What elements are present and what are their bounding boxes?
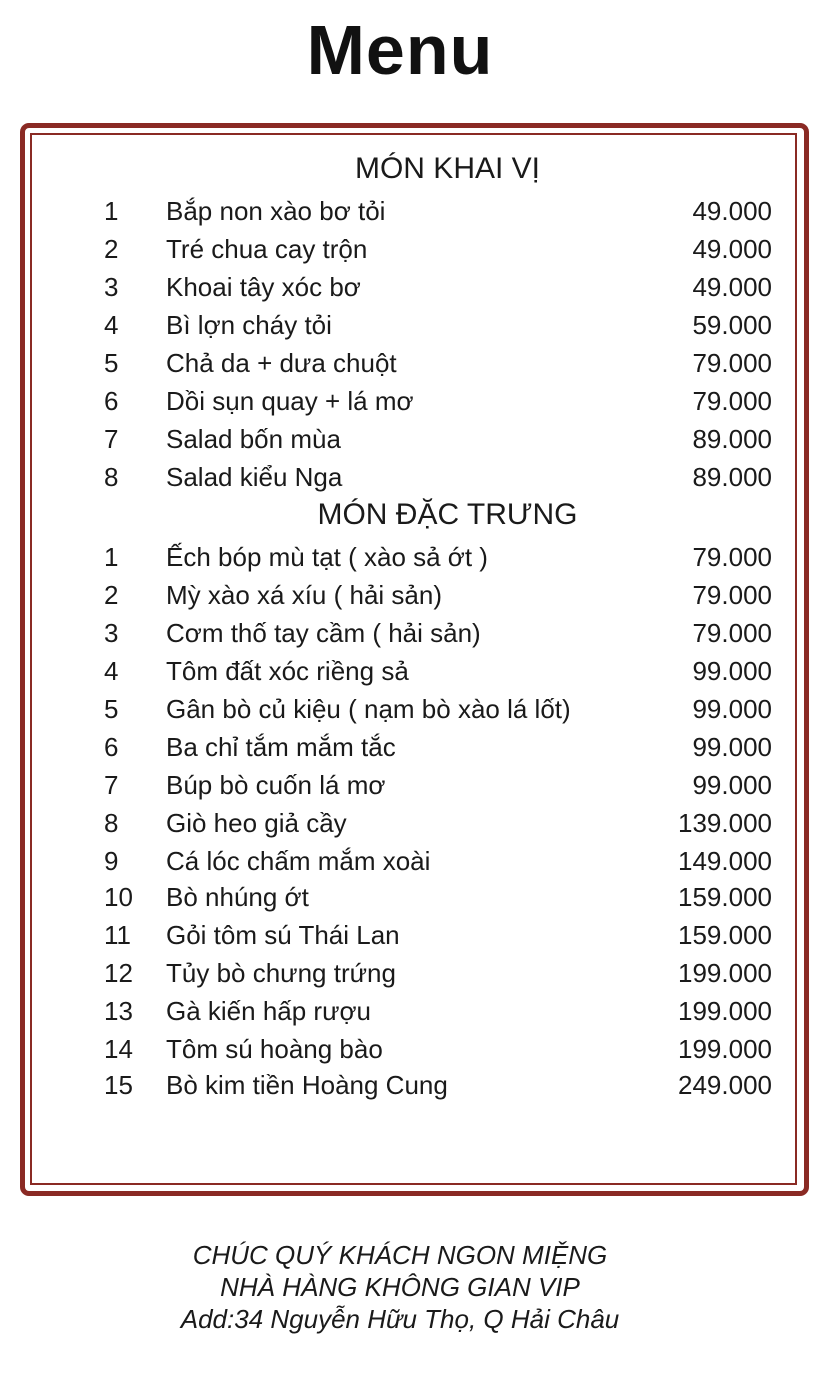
item-number: 14 bbox=[104, 1034, 133, 1064]
item-name: Mỳ xào xá xíu ( hải sản) bbox=[166, 580, 442, 610]
item-number: 1 bbox=[104, 196, 119, 226]
menu-item bbox=[0, 1030, 836, 1068]
menu-item bbox=[0, 652, 836, 690]
menu-item bbox=[0, 766, 836, 804]
item-price: 99.000 bbox=[692, 656, 772, 686]
menu-item bbox=[0, 344, 836, 382]
item-number: 6 bbox=[104, 732, 119, 762]
item-name: Gân bò củ kiệu ( nạm bò xào lá lốt) bbox=[166, 694, 571, 724]
item-name: Búp bò cuốn lá mơ bbox=[166, 770, 386, 800]
footer-greeting: CHÚC QUÝ KHÁCH NGON MIỆNG bbox=[192, 1240, 608, 1270]
item-name: Salad kiểu Nga bbox=[166, 462, 343, 492]
item-number: 4 bbox=[104, 310, 119, 340]
item-number: 13 bbox=[104, 996, 133, 1026]
menu-item bbox=[0, 382, 836, 420]
item-number: 6 bbox=[104, 386, 119, 416]
item-name: Ba chỉ tắm mắm tắc bbox=[166, 732, 396, 762]
menu-item bbox=[0, 230, 836, 268]
footer-address: Add:34 Nguyễn Hữu Thọ, Q Hải Châu bbox=[180, 1304, 620, 1334]
item-name: Bò kim tiền Hoàng Cung bbox=[166, 1070, 448, 1100]
item-price: 199.000 bbox=[678, 958, 772, 988]
item-number: 15 bbox=[104, 1070, 133, 1100]
menu-item bbox=[0, 538, 836, 576]
item-number: 11 bbox=[104, 920, 131, 950]
menu-item bbox=[0, 192, 836, 230]
item-number: 9 bbox=[104, 846, 119, 876]
menu-item bbox=[0, 1066, 836, 1104]
item-price: 49.000 bbox=[692, 196, 772, 226]
item-number: 10 bbox=[104, 882, 133, 912]
item-number: 3 bbox=[104, 272, 119, 302]
menu-item bbox=[0, 576, 836, 614]
menu-item bbox=[0, 804, 836, 842]
item-price: 149.000 bbox=[678, 846, 772, 876]
item-name: Bò nhúng ớt bbox=[166, 882, 309, 912]
item-name: Cơm thố tay cầm ( hải sản) bbox=[166, 618, 481, 648]
item-price: 199.000 bbox=[678, 1034, 772, 1064]
menu-item bbox=[0, 420, 836, 458]
item-number: 7 bbox=[104, 770, 119, 800]
item-number: 7 bbox=[104, 424, 119, 454]
item-price: 99.000 bbox=[692, 694, 772, 724]
item-name: Gà kiến hấp rượu bbox=[166, 996, 372, 1026]
item-name: Tôm sú hoàng bào bbox=[166, 1034, 383, 1064]
item-name: Salad bốn mùa bbox=[166, 424, 341, 454]
item-price: 59.000 bbox=[692, 310, 772, 340]
item-name: Cá lóc chấm mắm xoài bbox=[166, 846, 431, 876]
menu-item bbox=[0, 268, 836, 306]
item-name: Khoai tây xóc bơ bbox=[166, 272, 361, 302]
item-price: 79.000 bbox=[692, 348, 772, 378]
item-number: 12 bbox=[104, 958, 133, 988]
item-price: 199.000 bbox=[678, 996, 772, 1026]
item-name: Chả da + dưa chuột bbox=[166, 348, 397, 378]
item-price: 99.000 bbox=[692, 770, 772, 800]
item-price: 159.000 bbox=[678, 882, 772, 912]
menu-item bbox=[0, 878, 836, 916]
menu-item bbox=[0, 690, 836, 728]
footer-restaurant-name: NHÀ HÀNG KHÔNG GIAN VIP bbox=[220, 1272, 580, 1302]
item-price: 79.000 bbox=[692, 542, 772, 572]
item-number: 2 bbox=[104, 234, 119, 264]
item-number: 3 bbox=[104, 618, 119, 648]
item-price: 249.000 bbox=[678, 1070, 772, 1100]
menu-item bbox=[0, 306, 836, 344]
item-name: Ếch bóp mù tạt ( xào sả ớt ) bbox=[166, 542, 488, 572]
item-name: Gỏi tôm sú Thái Lan bbox=[166, 920, 400, 950]
menu-item bbox=[0, 842, 836, 880]
item-number: 8 bbox=[104, 808, 119, 838]
menu-item bbox=[0, 458, 836, 496]
item-price: 89.000 bbox=[692, 462, 772, 492]
menu-item bbox=[0, 614, 836, 652]
item-number: 5 bbox=[104, 348, 119, 378]
item-price: 79.000 bbox=[692, 386, 772, 416]
item-number: 1 bbox=[104, 542, 119, 572]
menu-item bbox=[0, 916, 836, 954]
item-name: Bì lợn cháy tỏi bbox=[166, 310, 332, 340]
item-price: 99.000 bbox=[692, 732, 772, 762]
item-price: 49.000 bbox=[692, 272, 772, 302]
item-name: Giò heo giả cầy bbox=[166, 808, 347, 838]
item-number: 2 bbox=[104, 580, 119, 610]
menu-item bbox=[0, 954, 836, 992]
item-price: 89.000 bbox=[692, 424, 772, 454]
item-name: Tôm đất xóc riềng sả bbox=[166, 656, 409, 686]
item-price: 79.000 bbox=[692, 618, 772, 648]
item-name: Bắp non xào bơ tỏi bbox=[166, 196, 386, 226]
item-name: Tủy bò chưng trứng bbox=[166, 958, 396, 988]
item-price: 49.000 bbox=[692, 234, 772, 264]
item-price: 159.000 bbox=[678, 920, 772, 950]
item-name: Dồi sụn quay + lá mơ bbox=[166, 386, 414, 416]
item-number: 8 bbox=[104, 462, 119, 492]
section-title-dac-trung: MÓN ĐẶC TRƯNG bbox=[317, 498, 578, 531]
page-title: Menu bbox=[306, 11, 494, 89]
menu-item bbox=[0, 992, 836, 1030]
section-title-khai-vi: MÓN KHAI VỊ bbox=[354, 152, 541, 185]
menu-item bbox=[0, 728, 836, 766]
item-price: 139.000 bbox=[678, 808, 772, 838]
item-number: 4 bbox=[104, 656, 119, 686]
item-price: 79.000 bbox=[692, 580, 772, 610]
item-number: 5 bbox=[104, 694, 119, 724]
item-name: Tré chua cay trộn bbox=[166, 234, 368, 264]
